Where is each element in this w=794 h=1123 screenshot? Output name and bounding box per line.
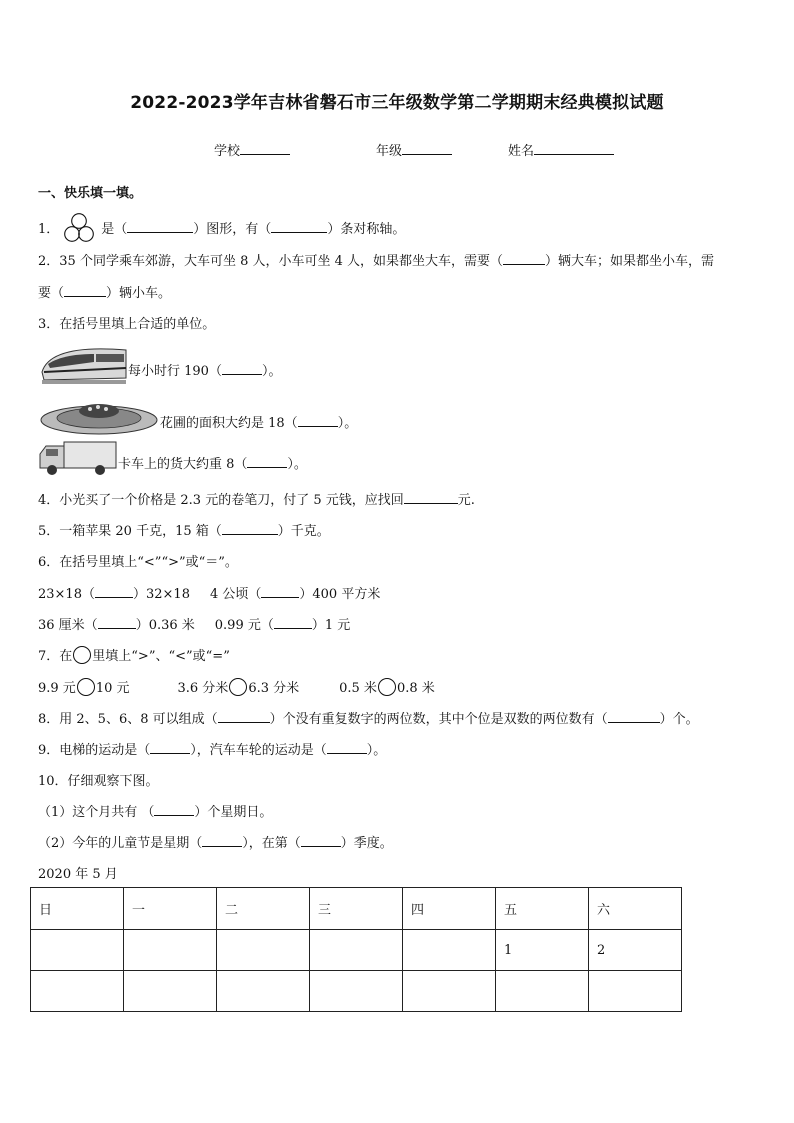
calendar-header-cell: 五	[496, 888, 589, 930]
q6-r1-text-a: 23×18（	[38, 587, 95, 602]
q3-close-3: ）。	[287, 457, 307, 472]
q8-text-c: ）个。	[659, 712, 699, 727]
calendar-header-row	[31, 888, 682, 930]
calendar-cell: 1	[496, 930, 589, 971]
q9-blank-2[interactable]	[327, 740, 367, 754]
q8-text-a: 8．用 2、5、6、8 可以组成（	[38, 712, 218, 727]
calendar-header-cell: 六	[589, 888, 682, 930]
question-3-truck	[118, 453, 307, 472]
garden-image	[38, 398, 160, 436]
question-3-garden	[160, 412, 357, 431]
q3-close-1: ）。	[261, 364, 282, 379]
q2-blank-2[interactable]	[64, 283, 106, 297]
q1-text-a: 是（	[101, 222, 128, 237]
calendar-cell	[403, 930, 496, 971]
q7-item2-b: 6.3 分米	[248, 681, 300, 696]
q10-s1-text-b: ）个星期日。	[194, 805, 273, 820]
q10-s2-text-b: ），在第（	[242, 836, 301, 851]
q3-blank-2[interactable]	[298, 413, 338, 427]
question-7	[38, 645, 230, 664]
q9-text-b: ），汽车车轮的运动是（	[190, 743, 327, 758]
q1-text-c: ）条对称轴。	[327, 222, 406, 237]
q7-item3-a: 0.5 米	[339, 681, 377, 696]
q8-blank-2[interactable]	[608, 709, 660, 723]
q10-blank-2[interactable]	[202, 833, 242, 847]
q3-train-text: 每小时行 190（	[128, 364, 222, 379]
calendar-cell	[217, 930, 310, 971]
q9-text-c: ）。	[366, 743, 387, 758]
q2-blank-1[interactable]	[503, 251, 545, 265]
q6-r2-text-b: ）0.36 米	[135, 618, 195, 633]
q6-blank-3[interactable]	[98, 615, 136, 629]
question-3: 3．在括号里填上合适的单位。	[38, 317, 216, 332]
calendar-header-cell: 三	[310, 888, 403, 930]
q8-text-b: ）个没有重复数字的两位数，其中个位是双数的两位数有（	[269, 712, 608, 727]
q6-r1-text-b: ）32×18	[132, 587, 190, 602]
calendar-cell	[496, 971, 589, 1012]
calendar-month-label: 2020 年 5 月	[38, 867, 118, 882]
exam-title: 2022-2023学年吉林省磐石市三年级数学第二学期期末经典模拟试题	[130, 93, 664, 113]
q7-text-a: 7．在	[38, 649, 73, 664]
q3-truck-text: 卡车上的货大约重 8（	[118, 457, 248, 472]
q2-text-a: 2．35 个同学乘车郊游，大车可坐 8 人，小车可坐 4 人，如果都坐大车，需要（	[38, 254, 504, 269]
q6-r2-text-c: 0.99 元（	[214, 618, 274, 633]
q7-item1-b: 10 元	[95, 681, 130, 696]
q7-text-b: 里填上“>”、“<”或“=”	[92, 649, 230, 664]
q8-blank-1[interactable]	[218, 709, 270, 723]
question-6: 6．在括号里填上“<”“>”或“＝”。	[38, 555, 238, 570]
q6-blank-4[interactable]	[274, 615, 312, 629]
q3-blank-1[interactable]	[222, 361, 262, 375]
calendar-cell: 2	[589, 930, 682, 971]
q6-r1-text-c: 4 公顷（	[209, 587, 262, 602]
q1-text-b: ）图形，有（	[193, 222, 272, 237]
q4-blank[interactable]	[404, 490, 458, 504]
q6-r1-text-d: ）400 平方米	[299, 587, 381, 602]
q5-text-a: 5．一箱苹果 20 千克，15 箱（	[38, 524, 222, 539]
question-5	[38, 520, 330, 539]
q4-text-a: 4．小光买了一个价格是 2.3 元的卷笔刀，付了 5 元钱，应找回	[38, 493, 404, 508]
q5-text-b: ）千克。	[277, 524, 330, 539]
q6-blank-2[interactable]	[261, 584, 299, 598]
q4-text-b: 元.	[457, 493, 475, 508]
question-9	[38, 739, 386, 758]
q6-r2-text-d: ）1 元	[311, 618, 351, 633]
calendar-cell	[403, 971, 496, 1012]
calendar-cell	[589, 971, 682, 1012]
trefoil-icon	[63, 213, 95, 243]
q1-blank-2[interactable]	[271, 219, 327, 233]
q3-close-2: ）。	[337, 416, 358, 431]
question-6-row-2	[38, 614, 350, 633]
calendar-cell	[217, 971, 310, 1012]
calendar-header-cell: 四	[403, 888, 496, 930]
q10-s2-text-c: ）季度。	[340, 836, 393, 851]
calendar-cell	[124, 930, 217, 971]
name-label: 姓名	[508, 144, 535, 159]
q3-garden-text: 花圃的面积大约是 18（	[160, 416, 298, 431]
grade-blank[interactable]	[402, 141, 452, 155]
school-blank[interactable]	[240, 141, 290, 155]
q10-blank-3[interactable]	[301, 833, 341, 847]
q6-blank-1[interactable]	[95, 584, 133, 598]
q9-text-a: 9．电梯的运动是（	[38, 743, 151, 758]
q7-item3-b: 0.8 米	[396, 681, 435, 696]
calendar-cell	[31, 930, 124, 971]
calendar-header-cell: 日	[31, 888, 124, 930]
name-field	[508, 140, 614, 159]
question-6-row-1	[38, 583, 380, 602]
question-7-items	[38, 677, 435, 696]
question-8	[38, 708, 699, 727]
truck-image	[38, 440, 118, 478]
question-2-line-2	[38, 282, 171, 301]
question-10: 10．仔细观察下图。	[38, 774, 159, 789]
calendar-table	[30, 887, 682, 1012]
calendar-row	[31, 930, 682, 971]
question-10-part-1	[38, 801, 272, 820]
q10-s2-text-a: （2）今年的儿童节是星期（	[38, 836, 203, 851]
school-field	[214, 140, 290, 159]
calendar-cell	[310, 971, 403, 1012]
question-1	[38, 213, 405, 243]
q10-blank-1[interactable]	[154, 802, 194, 816]
grade-label: 年级	[376, 144, 403, 159]
section-heading: 一、快乐填一填。	[38, 186, 143, 201]
q9-blank-1[interactable]	[150, 740, 190, 754]
compare-circle-3[interactable]	[378, 678, 396, 696]
question-3-train	[128, 360, 281, 379]
q5-blank[interactable]	[222, 521, 278, 535]
compare-circle-1[interactable]	[77, 678, 95, 696]
calendar-cell	[31, 971, 124, 1012]
q7-item2-a: 3.6 分米	[177, 681, 229, 696]
q1-blank-1[interactable]	[127, 219, 193, 233]
calendar-header-cell: 二	[217, 888, 310, 930]
q1-number: 1．	[38, 222, 60, 237]
calendar-row	[31, 971, 682, 1012]
train-image	[38, 342, 128, 388]
circle-icon	[73, 646, 91, 664]
q3-blank-3[interactable]	[247, 454, 287, 468]
question-10-part-2	[38, 832, 393, 851]
q2-text-b: ）辆大车；如果都坐小车，需	[545, 254, 715, 269]
calendar-cell	[310, 930, 403, 971]
calendar-cell	[124, 971, 217, 1012]
name-blank[interactable]	[534, 141, 614, 155]
q10-s1-text-a: （1）这个月共有 （	[38, 805, 155, 820]
q7-item1-a: 9.9 元	[38, 681, 76, 696]
compare-circle-2[interactable]	[229, 678, 247, 696]
school-label: 学校	[214, 144, 241, 159]
question-2-line-1	[38, 250, 714, 269]
q2-text-d: ）辆小车。	[106, 286, 172, 301]
grade-field	[376, 140, 452, 159]
calendar-header-cell: 一	[124, 888, 217, 930]
q2-text-c: 要（	[38, 286, 65, 301]
q6-r2-text-a: 36 厘米（	[38, 618, 98, 633]
question-4	[38, 489, 475, 508]
